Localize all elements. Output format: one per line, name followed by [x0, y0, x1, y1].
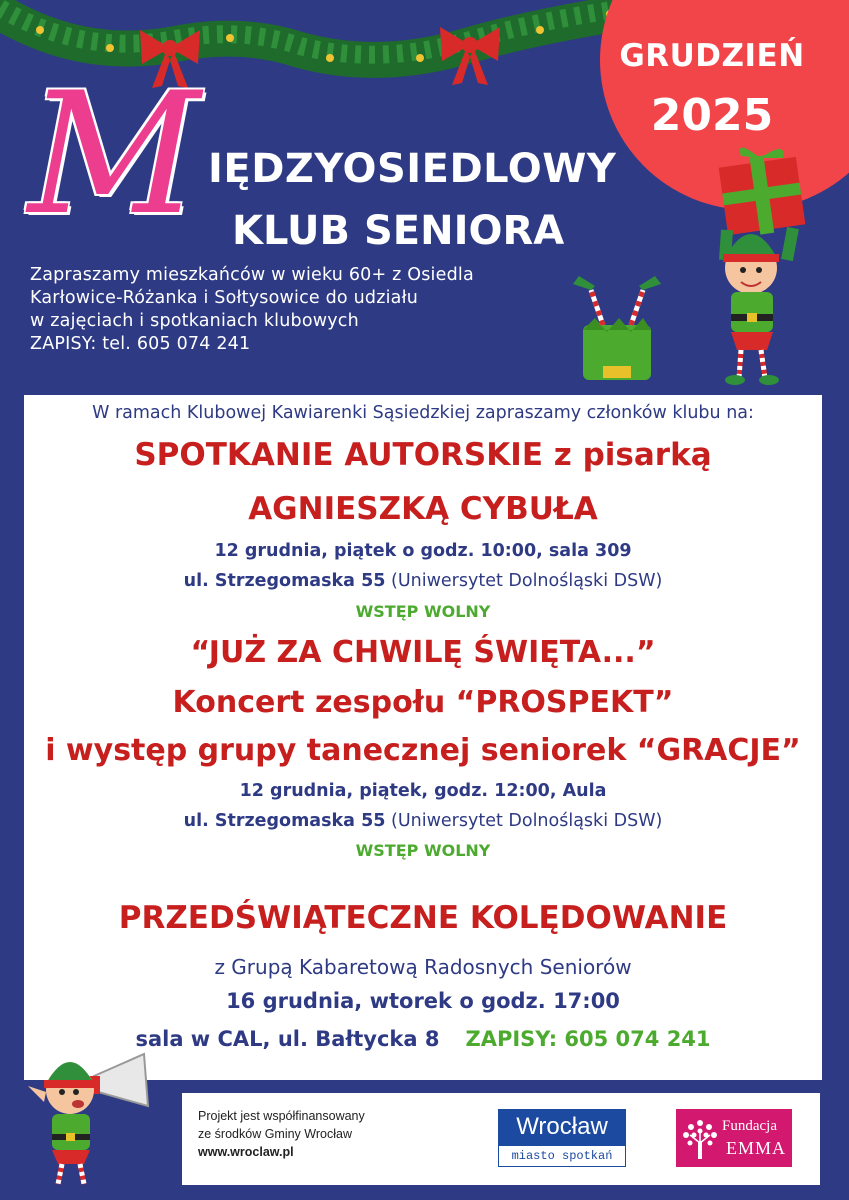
title-initial: M: [28, 56, 201, 252]
intro-line: w zajęciach i spotkaniach klubowych: [30, 311, 359, 331]
event3-when-date: 16 grudnia: [226, 989, 355, 1013]
wroclaw-logo-tagline: miasto spotkań: [498, 1145, 626, 1167]
event2-title-3: i występ grupy tanecznej seniorek “GRACJE”: [45, 733, 801, 768]
event3-title: PRZEDŚWIĄTECZNE KOLĘDOWANIE: [118, 900, 728, 936]
title-line-1: IĘDZYOSIEDLOWY: [208, 146, 617, 192]
event3-when-time: , wtorek o godz. 17:00: [354, 989, 620, 1013]
wroclaw-logo-name: Wrocław: [498, 1109, 626, 1145]
elf-with-gift-icon: [555, 140, 845, 390]
event2-address-street: ul. Strzegomaska 55: [183, 811, 386, 831]
event2-title-2: Koncert zespołu “PROSPEKT”: [172, 685, 674, 720]
elf-legs-in-box-icon: [573, 276, 661, 380]
footer-text: [198, 1107, 365, 1161]
event3-when: [24, 989, 822, 1013]
event2-when: 12 grudnia, piątek, godz. 12:00, Aula: [239, 781, 607, 801]
event1-address: [24, 571, 822, 591]
event1-title-2: AGNIESZKĄ CYBUŁA: [248, 491, 598, 527]
intro-text: [30, 264, 590, 356]
fundacja-emma-logo: [676, 1109, 792, 1167]
emma-logo-line-2: EMMA: [726, 1138, 787, 1158]
intro-phone: ZAPISY: tel. 605 074 241: [30, 334, 251, 354]
tree-logo-icon: [680, 1115, 720, 1161]
event3-subtitle: z Grupą Kabaretową Radosnych Seniorów: [214, 955, 632, 979]
panel-lead: W ramach Klubowej Kawiarenki Sąsiedzkiej zapraszamy członków klubu na:: [92, 403, 754, 423]
elf-with-megaphone-icon: [14, 1040, 164, 1190]
event1-when: 12 grudnia, piątek o godz. 10:00, sala 309: [214, 541, 632, 561]
emma-logo-line-1: Fundacja: [722, 1118, 777, 1134]
footer-line-1: Projekt jest współfinansowany: [198, 1109, 365, 1123]
event2-title-1: “JUŻ ZA CHWILĘ ŚWIĘTA...”: [190, 635, 656, 670]
event1-entry: WSTĘP WOLNY: [355, 602, 491, 621]
footer-box: [182, 1093, 820, 1185]
footer-url: www.wroclaw.pl: [198, 1145, 294, 1159]
event3-place: sala w CAL, ul. Bałtycka 8: [135, 1027, 440, 1051]
event2-address: [24, 811, 822, 831]
title-line-2: KLUB SENIORA: [232, 208, 565, 254]
event1-address-venue: (Uniwersytet Dolnośląski DSW): [385, 571, 663, 591]
footer-line-2: ze środków Gminy Wrocław: [198, 1127, 352, 1141]
event2-entry: WSTĘP WOLNY: [355, 841, 491, 860]
intro-line: Karłowice-Różanka i Sołtysowice do udziału: [30, 288, 419, 308]
date-month: GRUDZIEŃ: [619, 38, 805, 74]
intro-line: Zapraszamy mieszkańców w wieku 60+ z Osiedla: [30, 265, 474, 285]
event2-address-venue: (Uniwersytet Dolnośląski DSW): [385, 811, 663, 831]
event3-signup: ZAPISY: 605 074 241: [465, 1027, 711, 1051]
event1-title-1: SPOTKANIE AUTORSKIE z pisarką: [134, 437, 712, 473]
date-year: 2025: [650, 90, 774, 141]
events-panel: [24, 395, 822, 1080]
wroclaw-logo: [498, 1109, 626, 1167]
event1-address-street: ul. Strzegomaska 55: [183, 571, 386, 591]
